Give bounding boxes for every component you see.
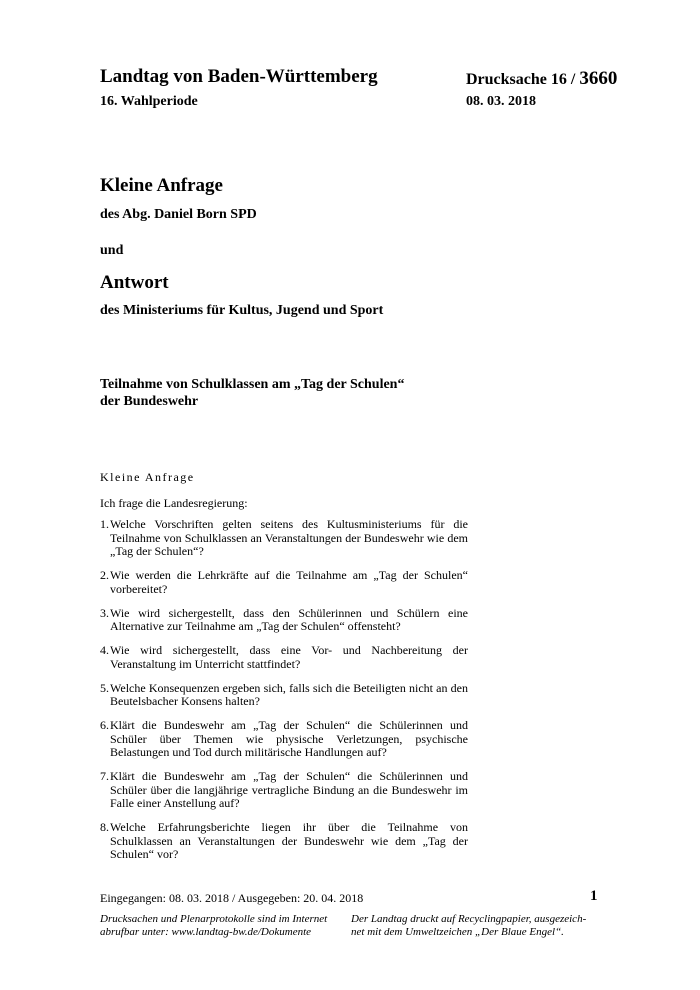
heading-kleine-anfrage: Kleine Anfrage (100, 175, 223, 196)
list-item (100, 821, 468, 862)
footer-left-line-2: abrufbar unter: www.landtag-bw.de/Dokumente (100, 925, 312, 938)
footer-note-internet (100, 913, 340, 938)
question-list (100, 518, 468, 872)
heading-antwort: Antwort (100, 272, 169, 293)
document-date: 08. 03. 2018 (466, 94, 536, 109)
question-text: Welche Vorschriften gelten seitens des Kultusministeriums für die Teilnahme von Schulklassen an Veranstaltungen der Bundeswehr wie dem „Tag der Schulen“? (110, 517, 468, 558)
footer-right-line-2: net mit dem Umweltzeichen „Der Blaue Engel“. (351, 925, 564, 938)
question-number: 8. (100, 820, 109, 834)
footer-note-recycling (351, 913, 591, 938)
list-item (100, 644, 468, 671)
list-item (100, 770, 468, 811)
document-topic (100, 376, 480, 410)
und-label: und (100, 243, 124, 258)
intro-text: Ich frage die Landesregierung: (100, 496, 248, 510)
question-text: Klärt die Bundeswehr am „Tag der Schulen“ die Schülerinnen und Schüler über Themen wie physische Verletzungen, psychische Belastungen und Tod durch militärische Handlungen auf? (110, 718, 468, 759)
footer-left-line-1: Drucksachen und Plenarprotokolle sind im Internet (100, 913, 328, 925)
question-text: Wie werden die Lehrkräfte auf die Teilnahme am „Tag der Schulen“ vorbereitet? (110, 568, 468, 596)
question-number: 5. (100, 680, 109, 695)
question-number: 2. (100, 568, 109, 582)
question-text: Klärt die Bundeswehr am „Tag der Schulen“ die Schülerinnen und Schüler über die langjährige vertragliche Bindung an die Bundeswehr im Falle einer Anstellung auf? (110, 769, 468, 810)
question-text: Welche Konsequenzen ergeben sich, falls sich die Beteiligten nicht an den Beutelsbacher Konsens halten? (110, 680, 468, 708)
list-item (100, 607, 468, 634)
wahlperiode: 16. Wahlperiode (100, 94, 198, 109)
footer-right-line-1: Der Landtag druckt auf Recyclingpapier, ausgezeich- (351, 913, 587, 925)
question-number: 7. (100, 769, 109, 783)
drucksache-id (466, 68, 617, 90)
topic-line-1: Teilnahme von Schulklassen am „Tag der Schulen“ (100, 377, 405, 392)
parliament-name: Landtag von Baden-Württemberg (100, 66, 378, 87)
question-number: 3. (100, 605, 109, 620)
page-number: 1 (590, 888, 598, 904)
question-text: Welche Erfahrungsberichte liegen ihr über die Teilnahme von Schulklassen an Veranstaltungen der Bundeswehr wie dem „Tag der Schulen“ vor? (110, 820, 468, 861)
question-number: 6. (100, 718, 109, 732)
list-item (100, 682, 468, 709)
drucksache-number: 3660 (579, 68, 618, 89)
author-line: des Abg. Daniel Born SPD (100, 207, 257, 222)
question-text: Wie wird sichergestellt, dass eine Vor- und Nachbereitung der Veranstaltung im Unterricht stattfindet? (110, 643, 468, 671)
ministry-line: des Ministeriums für Kultus, Jugend und Sport (100, 303, 384, 318)
question-number: 4. (100, 643, 109, 657)
list-item (100, 569, 468, 596)
drucksache-label: Drucksache 16 / (466, 71, 580, 88)
topic-line-2: der Bundeswehr (100, 394, 199, 409)
list-item (100, 719, 468, 760)
question-number: 1. (100, 517, 109, 531)
eingegangen-line: Eingegangen: 08. 03. 2018 / Ausgegeben: 20. 04. 2018 (100, 891, 364, 905)
list-item (100, 518, 468, 559)
question-text: Wie wird sichergestellt, dass den Schülerinnen und Schülern eine Alternative zur Teilnahme am „Tag der Schulen“ offensteht? (110, 605, 468, 633)
section-label: Kleine Anfrage (100, 470, 195, 484)
